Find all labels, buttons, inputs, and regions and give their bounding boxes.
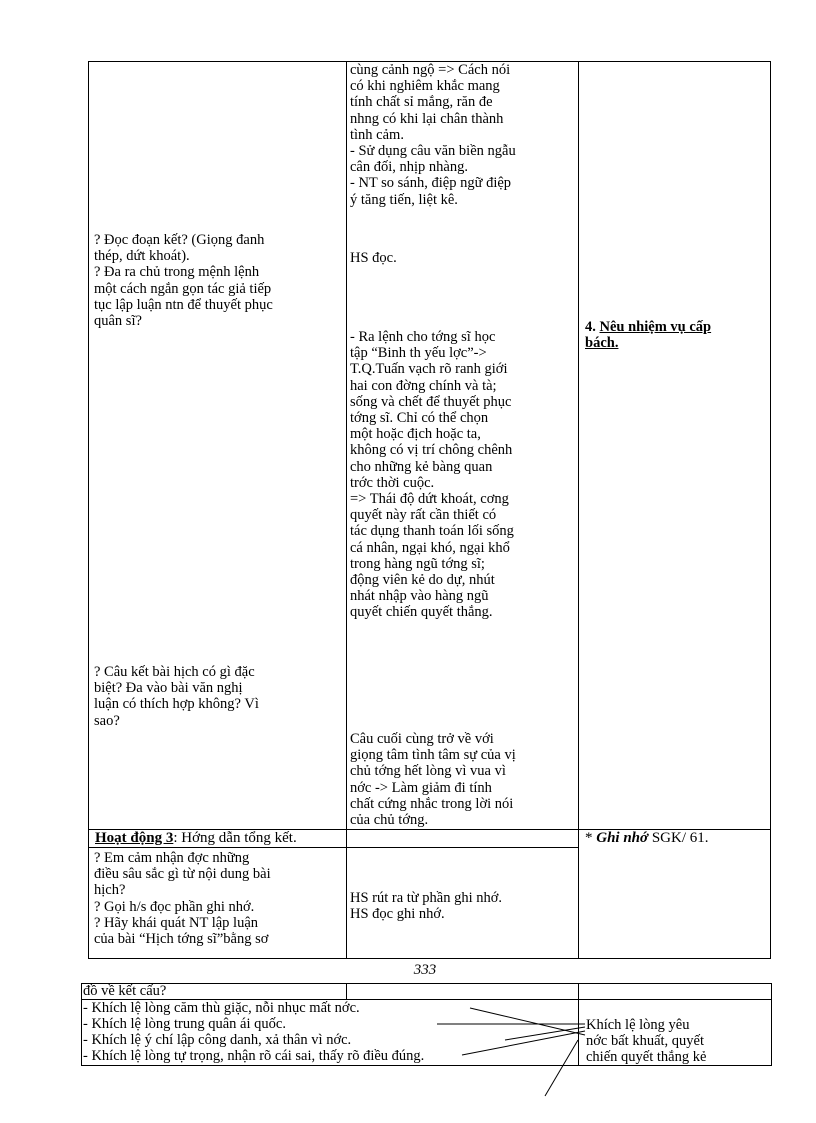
analysis-final: Câu cuối cùng trở về với giọng tâm tình tâm sự của vị chủ tớng hết lòng vì vua vì nớc -> Làm giảm đi tính chất cứng nhắc trong lời nói của chủ tớng. [350, 731, 516, 829]
bottom-item-4: - Khích lệ lòng tự trọng, nhận rõ cái sai, thấy rõ điều đúng. [83, 1048, 425, 1064]
activity-3-label: Hoạt động 3 [95, 830, 174, 846]
bottom-item-2: - Khích lệ lòng trung quân ái quốc. [83, 1016, 286, 1032]
analysis-top: cùng cảnh ngộ => Cách nói có khi nghiêm khắc mang tính chất sỉ mắng, răn đe nhng có khi lại chân thành tình cảm. - Sử dụng câu văn biền ngẫu cân đối, nhịp nhàng. - NT so sánh, điệp ngữ điệp ý tăng tiến, liệt kê. [350, 62, 516, 208]
hs-summary: HS rút ra từ phần ghi nhớ. HS đọc ghi nhớ. [350, 890, 503, 923]
connector-line-4 [462, 1031, 585, 1055]
question-summary: ? Em cảm nhận đợc những điều sâu sắc gì từ nội dung bài hịch? ? Gọi h/s đọc phần ghi nhớ. ? Hãy khái quát NT lập luận của bài “Hịch tớng sĩ”bằng sơ [94, 850, 271, 948]
connector-line-1 [470, 1008, 585, 1035]
activity-3-text: : Hớng dẫn tổng kết. [173, 830, 297, 846]
heading-text: Nêu nhiệm vụ cấp bách. [585, 319, 712, 352]
analysis-order: - Ra lệnh cho tớng sĩ học tập “Binh th yếu lợc”-> T.Q.Tuấn vạch rõ ranh giới hai con đờng chính và tà; sống và chết để thuyết phục tớng sĩ. Chỉ có thể chọn một hoặc địch hoặc ta, không có vị trí chông chênh cho những kẻ bàng quan trớc thời cuộc. => Thái độ dứt khoát, cơng quyết này rất cần thiết có tác dụng thanh toán lối sống cá nhân, ngại khó, ngại khổ trong hàng ngũ tớng sĩ; động viên kẻ do dự, nhút nhát nhập vào hàng ngũ quyết chiến quyết thắng. [350, 329, 514, 621]
bottom-continuation: đồ về kết cấu? [83, 983, 167, 999]
question-conclusion: ? Câu kết bài hịch có gì đặc biệt? Đa vào bài văn nghị luận có thích hợp không? Vì sao? [94, 664, 259, 729]
heading-number: 4. [585, 319, 600, 336]
note-star: * [585, 830, 597, 846]
hs-read: HS đọc. [350, 250, 397, 266]
note-italic: Ghi nhớ [596, 830, 649, 846]
bottom-item-1: - Khích lệ lòng căm thù giặc, nỗi nhục mất nớc. [83, 1000, 360, 1016]
bottom-conclusion: Khích lệ lòng yêu nớc bất khuất, quyết chiến quyết thắng kẻ [586, 1017, 707, 1066]
bottom-item-3: - Khích lệ ý chí lập công danh, xả thân vì nớc. [83, 1032, 352, 1048]
note-rest: SGK/ 61. [648, 830, 709, 846]
connector-line-5 [545, 1040, 578, 1096]
page-number: 333 [413, 962, 437, 978]
question-read-ending: ? Đọc đoạn kết? (Giọng đanh thép, dứt khoát). ? Đa ra chủ trong mệnh lệnh một cách ngắn gọn tác giả tiếp tục lập luận ntn để thuyết phục quân sĩ? [94, 232, 273, 330]
